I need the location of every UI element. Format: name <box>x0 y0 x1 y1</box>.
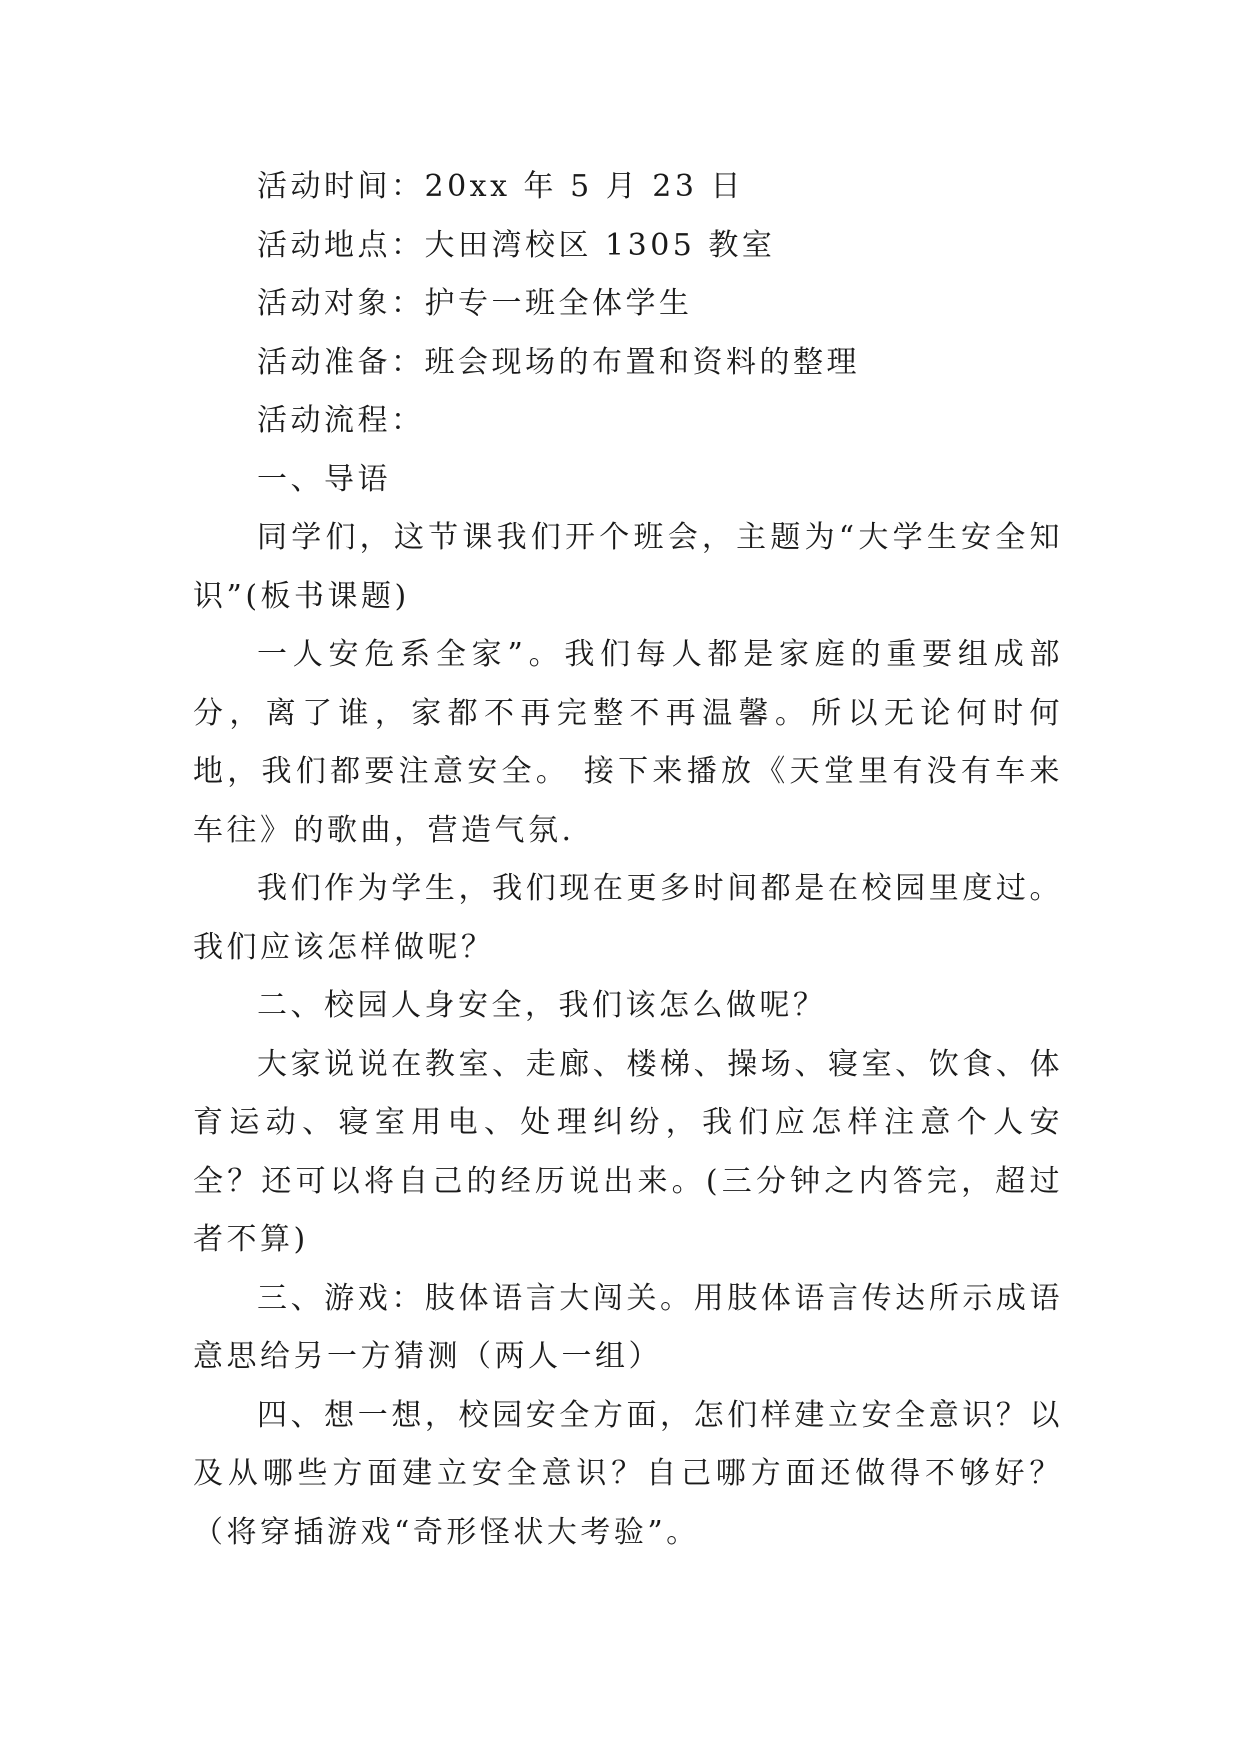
document-body <box>193 158 1063 1562</box>
paragraph-activity-process: 活动流程： <box>257 403 425 438</box>
section-heading-campus-safety: 二、校园人身安全，我们该怎么做呢？ <box>257 988 827 1023</box>
paragraph-family-safety: 一人安危系全家”。我们每人都是家庭的重要组成部分，离了谁，家都不再完整不再温馨。所以无论何时何地，我们都要注意安全。 接下来播放《天堂里有没有车来车往》的歌曲，营造气氛. <box>193 637 1063 848</box>
paragraph-reflection: 四、想一想，校园安全方面，怎们样建立安全意识？以及从哪些方面建立安全意识？自己哪方面还做得不够好？（将穿插游戏“奇形怪状大考验”。 <box>193 1397 1063 1550</box>
paragraph-activity-preparation: 活动准备：班会现场的布置和资料的整理 <box>257 344 860 380</box>
section-heading-introduction: 一、导语 <box>257 461 391 497</box>
paragraph-activity-audience: 活动对象：护专一班全体学生 <box>257 286 693 321</box>
paragraph-introduction: 同学们，这节课我们开个班会，主题为“大学生安全知识”(板书课题) <box>193 520 1063 614</box>
paragraph-activity-location: 活动地点：大田湾校区 1305 教室 <box>257 227 776 263</box>
paragraph-discussion: 大家说说在教室、走廊、楼梯、操场、寝室、饮食、体育运动、寝室用电、处理纠纷，我们应怎样注意个人安全？还可以将自己的经历说出来。(三分钟之内答完，超过者不算) <box>193 1046 1063 1257</box>
paragraph-game: 三、游戏：肢体语言大闯关。用肢体语言传达所示成语意思给另一方猜测（两人一组） <box>193 1280 1063 1374</box>
paragraph-activity-time: 活动时间：20xx 年 5 月 23 日 <box>257 169 744 204</box>
paragraph-campus-time: 我们作为学生，我们现在更多时间都是在校园里度过。我们应该怎样做呢？ <box>193 871 1063 965</box>
